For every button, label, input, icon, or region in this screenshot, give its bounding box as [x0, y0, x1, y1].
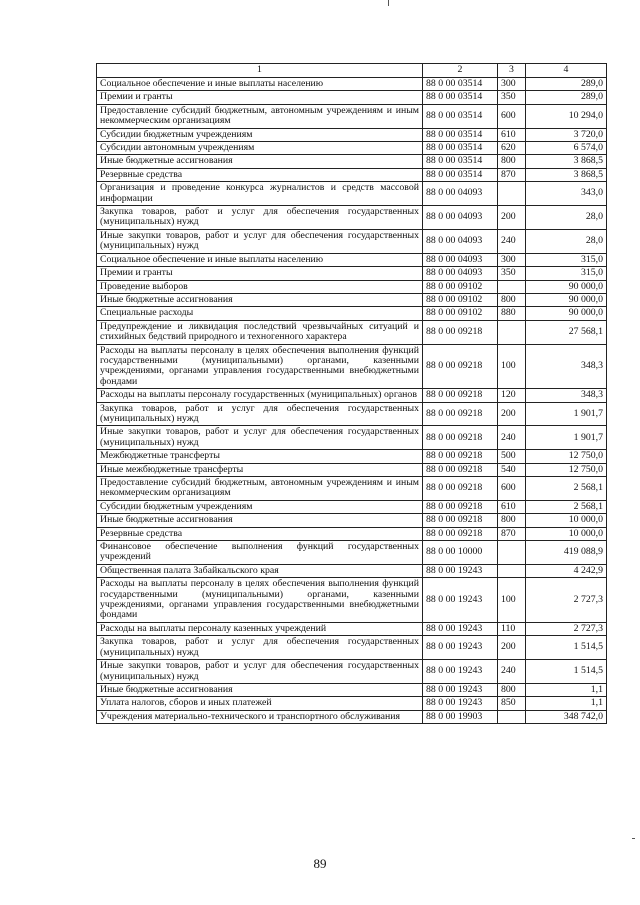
- row-sum-cell: 1,1: [526, 683, 607, 696]
- row-name-cell: Общественная палата Забайкальского края: [97, 564, 423, 577]
- row-kvr-cell: 800: [498, 683, 526, 696]
- row-sum-cell: 10 000,0: [526, 514, 607, 527]
- row-code-cell: 88 0 00 09218: [423, 402, 498, 426]
- table-row: [97, 344, 607, 389]
- table-row: [97, 168, 607, 181]
- table-row: [97, 104, 607, 128]
- row-name-cell: Закупка товаров, работ и услуг для обеспечения государственных (муниципальных) нужд: [97, 402, 423, 426]
- row-code-cell: 88 0 00 19903: [423, 710, 498, 723]
- row-name-cell: Субсидии автономным учреждениям: [97, 142, 423, 155]
- row-sum-cell: 348 742,0: [526, 710, 607, 723]
- row-name-cell: Расходы на выплаты персоналу государственных (муниципальных) органов: [97, 389, 423, 402]
- header-cell: 2: [423, 64, 498, 78]
- row-kvr-cell: 870: [498, 527, 526, 540]
- table-row: [97, 229, 607, 253]
- row-sum-cell: 348,3: [526, 344, 607, 389]
- row-kvr-cell: [498, 564, 526, 577]
- row-sum-cell: 419 088,9: [526, 541, 607, 565]
- row-code-cell: 88 0 00 03514: [423, 142, 498, 155]
- row-kvr-cell: 240: [498, 426, 526, 450]
- row-kvr-cell: [498, 280, 526, 293]
- row-code-cell: 88 0 00 09218: [423, 450, 498, 463]
- row-kvr-cell: 540: [498, 463, 526, 476]
- row-kvr-cell: 200: [498, 636, 526, 660]
- row-sum-cell: 90 000,0: [526, 293, 607, 306]
- row-kvr-cell: 200: [498, 206, 526, 230]
- row-name-cell: Субсидии бюджетным учреждениям: [97, 500, 423, 513]
- row-name-cell: Организация и проведение конкурса журналистов и средств массовой информации: [97, 182, 423, 206]
- row-name-cell: Расходы на выплаты персоналу в целях обеспечения выполнения функций государственными (муниципальными) органами, казенными учреждениями, органами управления государственными внебюджетными фондами: [97, 578, 423, 623]
- row-code-cell: 88 0 00 03514: [423, 168, 498, 181]
- table-row: [97, 253, 607, 266]
- table-row: [97, 578, 607, 623]
- row-sum-cell: 28,0: [526, 229, 607, 253]
- row-sum-cell: 315,0: [526, 253, 607, 266]
- row-name-cell: Иные бюджетные ассигнования: [97, 514, 423, 527]
- row-code-cell: 88 0 00 19243: [423, 697, 498, 710]
- row-name-cell: Премии и гранты: [97, 91, 423, 104]
- row-sum-cell: 6 574,0: [526, 142, 607, 155]
- row-name-cell: Закупка товаров, работ и услуг для обеспечения государственных (муниципальных) нужд: [97, 636, 423, 660]
- table-row: [97, 541, 607, 565]
- table-body: [97, 78, 607, 724]
- row-code-cell: 88 0 00 03514: [423, 155, 498, 168]
- row-kvr-cell: 300: [498, 78, 526, 91]
- row-code-cell: 88 0 00 09218: [423, 426, 498, 450]
- row-kvr-cell: [498, 320, 526, 344]
- table-row: [97, 450, 607, 463]
- row-name-cell: Расходы на выплаты персоналу в целях обеспечения выполнения функций государственными (муниципальными) органами, казенными учреждениями, органами управления государственными внебюджетными фондами: [97, 344, 423, 389]
- row-sum-cell: 3 720,0: [526, 128, 607, 141]
- table-row: [97, 622, 607, 635]
- row-kvr-cell: [498, 182, 526, 206]
- row-name-cell: Резервные средства: [97, 527, 423, 540]
- scan-edge-mark: [388, 0, 389, 6]
- row-name-cell: Социальное обеспечение и иные выплаты населению: [97, 78, 423, 91]
- row-kvr-cell: 100: [498, 578, 526, 623]
- row-sum-cell: 1 514,5: [526, 636, 607, 660]
- row-kvr-cell: [498, 541, 526, 565]
- row-kvr-cell: 800: [498, 293, 526, 306]
- table-row: [97, 307, 607, 320]
- row-sum-cell: 90 000,0: [526, 307, 607, 320]
- row-name-cell: Закупка товаров, работ и услуг для обеспечения государственных (муниципальных) нужд: [97, 206, 423, 230]
- row-kvr-cell: 300: [498, 253, 526, 266]
- table-row: [97, 206, 607, 230]
- row-name-cell: Иные бюджетные ассигнования: [97, 155, 423, 168]
- header-cell: 4: [526, 64, 607, 78]
- row-code-cell: 88 0 00 04093: [423, 206, 498, 230]
- row-name-cell: Предупреждение и ликвидация последствий чрезвычайных ситуаций и стихийных бедствий природного и техногенного характера: [97, 320, 423, 344]
- row-name-cell: Иные закупки товаров, работ и услуг для обеспечения государственных (муниципальных) нужд: [97, 426, 423, 450]
- row-code-cell: 88 0 00 03514: [423, 78, 498, 91]
- row-kvr-cell: 610: [498, 128, 526, 141]
- row-sum-cell: 2 568,1: [526, 500, 607, 513]
- scan-edge-mark: [632, 838, 635, 839]
- row-kvr-cell: 600: [498, 477, 526, 501]
- row-name-cell: Проведение выборов: [97, 280, 423, 293]
- row-name-cell: Уплата налогов, сборов и иных платежей: [97, 697, 423, 710]
- row-name-cell: Межбюджетные трансферты: [97, 450, 423, 463]
- row-kvr-cell: 100: [498, 344, 526, 389]
- row-name-cell: Иные закупки товаров, работ и услуг для обеспечения государственных (муниципальных) нужд: [97, 229, 423, 253]
- row-code-cell: 88 0 00 03514: [423, 104, 498, 128]
- row-code-cell: 88 0 00 09218: [423, 514, 498, 527]
- row-name-cell: Иные межбюджетные трансферты: [97, 463, 423, 476]
- table-row: [97, 636, 607, 660]
- table-row: [97, 697, 607, 710]
- row-code-cell: 88 0 00 09218: [423, 500, 498, 513]
- table-header-row: [97, 64, 607, 78]
- table-row: [97, 91, 607, 104]
- row-kvr-cell: 870: [498, 168, 526, 181]
- header-cell: 3: [498, 64, 526, 78]
- row-name-cell: Специальные расходы: [97, 307, 423, 320]
- row-sum-cell: 27 568,1: [526, 320, 607, 344]
- table-row: [97, 426, 607, 450]
- row-kvr-cell: 240: [498, 229, 526, 253]
- table-row: [97, 527, 607, 540]
- row-sum-cell: 10 294,0: [526, 104, 607, 128]
- row-sum-cell: 1 514,5: [526, 660, 607, 684]
- row-kvr-cell: 200: [498, 402, 526, 426]
- row-code-cell: 88 0 00 19243: [423, 636, 498, 660]
- row-name-cell: Учреждения материально-технического и транспортного обслуживания: [97, 710, 423, 723]
- row-kvr-cell: 880: [498, 307, 526, 320]
- row-sum-cell: 315,0: [526, 267, 607, 280]
- row-code-cell: 88 0 00 04093: [423, 253, 498, 266]
- row-sum-cell: 4 242,9: [526, 564, 607, 577]
- page-number: 89: [313, 856, 327, 871]
- row-code-cell: 88 0 00 04093: [423, 182, 498, 206]
- row-name-cell: Резервные средства: [97, 168, 423, 181]
- row-kvr-cell: 110: [498, 622, 526, 635]
- row-code-cell: 88 0 00 19243: [423, 564, 498, 577]
- row-sum-cell: 12 750,0: [526, 450, 607, 463]
- budget-table: [96, 63, 607, 724]
- table-row: [97, 710, 607, 723]
- row-sum-cell: 90 000,0: [526, 280, 607, 293]
- row-kvr-cell: 620: [498, 142, 526, 155]
- row-name-cell: Премии и гранты: [97, 267, 423, 280]
- row-sum-cell: 348,3: [526, 389, 607, 402]
- table-row: [97, 293, 607, 306]
- table-row: [97, 267, 607, 280]
- row-name-cell: Предоставление субсидий бюджетным, автономным учреждениям и иным некоммерческим организациям: [97, 477, 423, 501]
- row-code-cell: 88 0 00 04093: [423, 229, 498, 253]
- table-row: [97, 463, 607, 476]
- row-name-cell: Предоставление субсидий бюджетным, автономным учреждениям и иным некоммерческим организациям: [97, 104, 423, 128]
- row-code-cell: 88 0 00 10000: [423, 541, 498, 565]
- row-sum-cell: 3 868,5: [526, 155, 607, 168]
- row-code-cell: 88 0 00 19243: [423, 578, 498, 623]
- row-kvr-cell: [498, 710, 526, 723]
- row-code-cell: 88 0 00 03514: [423, 128, 498, 141]
- row-sum-cell: 289,0: [526, 91, 607, 104]
- table-row: [97, 389, 607, 402]
- row-sum-cell: 1 901,7: [526, 402, 607, 426]
- row-kvr-cell: 500: [498, 450, 526, 463]
- row-code-cell: 88 0 00 04093: [423, 267, 498, 280]
- row-sum-cell: 343,0: [526, 182, 607, 206]
- row-kvr-cell: 600: [498, 104, 526, 128]
- table-row: [97, 78, 607, 91]
- row-kvr-cell: 800: [498, 514, 526, 527]
- row-code-cell: 88 0 00 09102: [423, 293, 498, 306]
- row-code-cell: 88 0 00 09218: [423, 527, 498, 540]
- row-sum-cell: 1 901,7: [526, 426, 607, 450]
- row-code-cell: 88 0 00 09218: [423, 320, 498, 344]
- table-row: [97, 477, 607, 501]
- table-row: [97, 128, 607, 141]
- table-row: [97, 280, 607, 293]
- row-code-cell: 88 0 00 19243: [423, 683, 498, 696]
- row-sum-cell: 1,1: [526, 697, 607, 710]
- row-name-cell: Субсидии бюджетным учреждениям: [97, 128, 423, 141]
- row-kvr-cell: 240: [498, 660, 526, 684]
- row-code-cell: 88 0 00 19243: [423, 660, 498, 684]
- row-kvr-cell: 120: [498, 389, 526, 402]
- row-sum-cell: 289,0: [526, 78, 607, 91]
- row-sum-cell: 3 868,5: [526, 168, 607, 181]
- row-sum-cell: 12 750,0: [526, 463, 607, 476]
- table-row: [97, 564, 607, 577]
- row-name-cell: Иные бюджетные ассигнования: [97, 293, 423, 306]
- row-sum-cell: 2 727,3: [526, 578, 607, 623]
- row-sum-cell: 2 568,1: [526, 477, 607, 501]
- row-code-cell: 88 0 00 09218: [423, 389, 498, 402]
- table-row: [97, 182, 607, 206]
- row-code-cell: 88 0 00 09218: [423, 463, 498, 476]
- row-name-cell: Расходы на выплаты персоналу казенных учреждений: [97, 622, 423, 635]
- row-kvr-cell: 800: [498, 155, 526, 168]
- row-kvr-cell: 850: [498, 697, 526, 710]
- row-code-cell: 88 0 00 09218: [423, 477, 498, 501]
- row-sum-cell: 10 000,0: [526, 527, 607, 540]
- table-row: [97, 155, 607, 168]
- row-sum-cell: 2 727,3: [526, 622, 607, 635]
- row-code-cell: 88 0 00 03514: [423, 91, 498, 104]
- row-kvr-cell: 350: [498, 91, 526, 104]
- row-sum-cell: 28,0: [526, 206, 607, 230]
- row-code-cell: 88 0 00 19243: [423, 622, 498, 635]
- header-cell: 1: [97, 64, 423, 78]
- table-row: [97, 683, 607, 696]
- row-name-cell: Иные закупки товаров, работ и услуг для обеспечения государственных (муниципальных) нужд: [97, 660, 423, 684]
- row-code-cell: 88 0 00 09102: [423, 307, 498, 320]
- row-code-cell: 88 0 00 09102: [423, 280, 498, 293]
- table-row: [97, 142, 607, 155]
- row-name-cell: Социальное обеспечение и иные выплаты населению: [97, 253, 423, 266]
- table-row: [97, 500, 607, 513]
- row-kvr-cell: 610: [498, 500, 526, 513]
- table-row: [97, 660, 607, 684]
- row-kvr-cell: 350: [498, 267, 526, 280]
- row-code-cell: 88 0 00 09218: [423, 344, 498, 389]
- row-name-cell: Иные бюджетные ассигнования: [97, 683, 423, 696]
- table-row: [97, 402, 607, 426]
- row-name-cell: Финансовое обеспечение выполнения функций государственных учреждений: [97, 541, 423, 565]
- table-row: [97, 320, 607, 344]
- table-row: [97, 514, 607, 527]
